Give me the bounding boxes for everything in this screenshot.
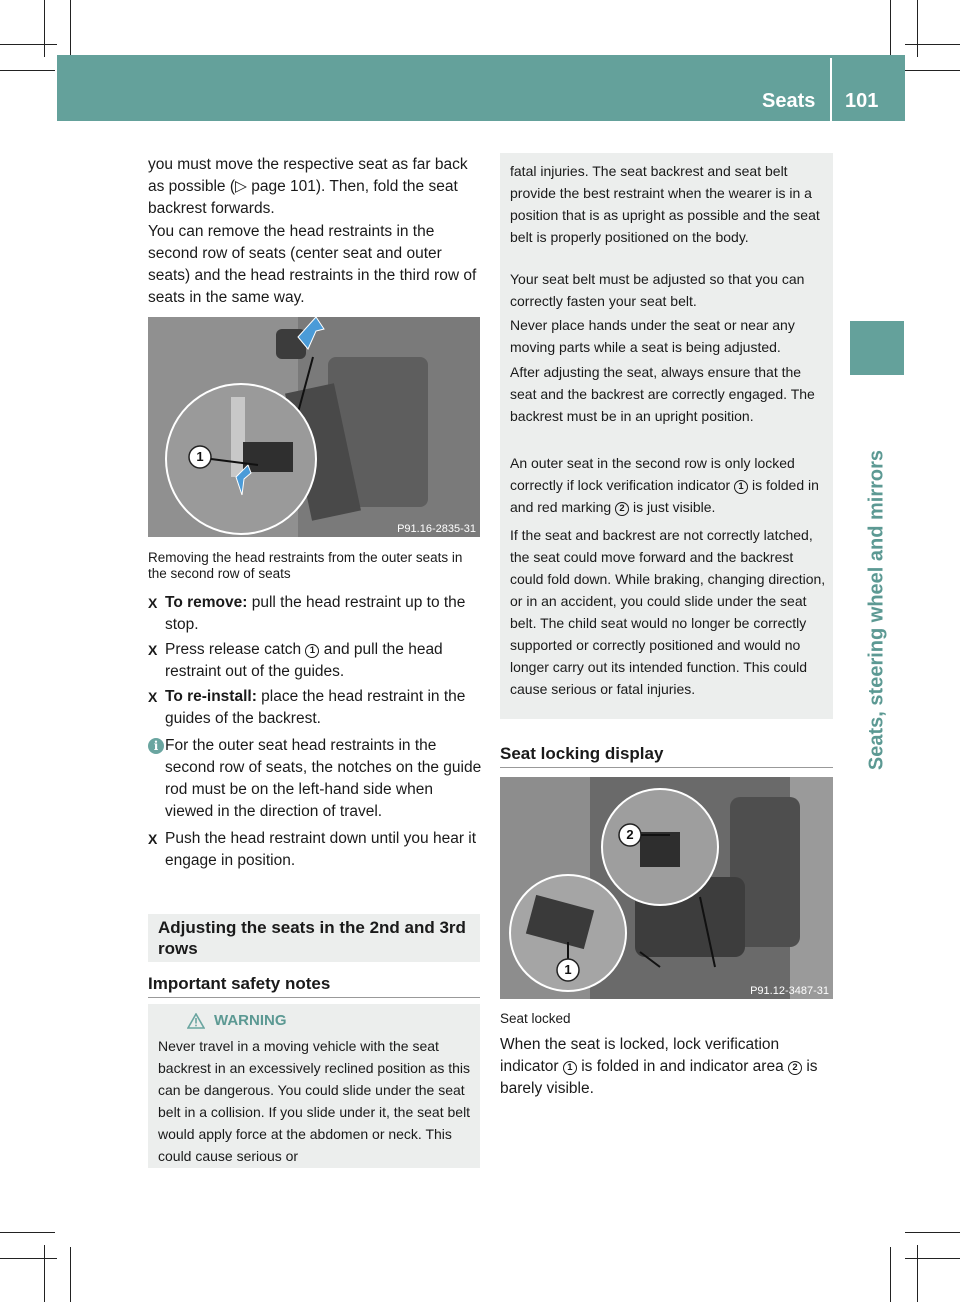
box-paragraph-2: Your seat belt must be adjusted so that you can correctly fasten your seat belt.: [510, 271, 805, 309]
crop-mark: [70, 1247, 71, 1302]
header-separator: [830, 58, 832, 121]
header-title: Seats: [762, 90, 816, 112]
step-remove: [148, 592, 483, 636]
head-restraint-photo: [148, 317, 480, 537]
crop-mark: [0, 70, 55, 71]
seat-locking-illustration: [500, 777, 833, 999]
crop-mark: [0, 1258, 57, 1259]
figure2-caption: Seat locked: [500, 1011, 571, 1026]
box-paragraph-1: fatal injuries. The seat backrest and seat belt provide the best restraint when the wearer is in a position that is as upright as possible and the seat belt is properly positioned on the body.: [510, 163, 820, 245]
marker-2-icon: 2: [788, 1061, 802, 1075]
warning-text: Never travel in a moving vehicle with the seat backrest in an excessively reclined position as this can be dangerous. You could slide under the seat belt in a collision. If you slide under it, the seat belt would apply force at the abdomen or neck. This could cause serious or: [158, 1038, 471, 1164]
step-marker-icon: X: [148, 642, 158, 658]
heading-rule: [500, 767, 833, 768]
seat-locking-photo: [500, 777, 833, 999]
section-heading: Adjusting the seats in the 2nd and 3rd rows: [158, 918, 466, 958]
crop-mark: [917, 0, 918, 57]
crop-mark: [0, 1232, 55, 1233]
page-number: 101: [845, 90, 879, 112]
intro-paragraph-1: you must move the respective seat as far back as possible (▷ page 101). Then, fold the seat backrest forwards.: [148, 156, 468, 217]
box-paragraph-6: If the seat and backrest are not correctly latched, the seat could move forward and the backrest could fold down. While braking, changing direction, or in an accident, you could slide under the seat belt. The child seat would no longer be correctly supported or correctly positioned and would no longer carry out its intended function. This could cause serious or fatal injuries.: [510, 527, 826, 697]
crop-mark: [917, 1245, 918, 1302]
callout-2: 2: [626, 827, 634, 842]
step-bold-label: To remove:: [165, 594, 248, 611]
figure-code: P91.16-2835-31: [397, 523, 476, 535]
crop-mark: [70, 0, 71, 55]
info-note: i For the outer seat head restraints in the second row of seats, the notches on the guide rod must be on the left-hand side when viewed in the direction of travel.: [148, 735, 483, 823]
step-marker-icon: X: [148, 689, 158, 705]
box-paragraph-5: An outer seat in the second row is only locked correctly if lock verification indicator 1 is folded in and red marking 2 is just visible.: [510, 455, 819, 515]
step-push-down: X Push the head restraint down until you hear it engage in position.: [148, 830, 477, 869]
crop-mark: [44, 0, 45, 57]
figure1-caption: Removing the head restraints from the outer seats in the second row of seats: [148, 550, 463, 581]
step-reinstall: X To re-install: place the head restraint in the guides of the backrest.: [148, 688, 466, 727]
crop-mark: [890, 1247, 891, 1302]
marker-1-icon: 1: [734, 480, 748, 494]
crop-mark: [890, 0, 891, 55]
warning-triangle-icon: [187, 1013, 205, 1029]
crop-mark: [905, 1258, 960, 1259]
locking-paragraph: When the seat is locked, lock verification indicator 1 is folded in and indicator area 2 is barely visible.: [500, 1036, 818, 1097]
chapter-tab-marker: [850, 321, 904, 375]
step-marker-icon: X: [148, 595, 158, 611]
crop-mark: [905, 44, 960, 45]
callout-1: 1: [196, 449, 204, 464]
box-paragraph-4: After adjusting the seat, always ensure that the seat and the backrest are correctly engaged. The backrest must be in an upright position.: [510, 364, 815, 424]
intro-paragraph-2: You can remove the head restraints in the second row of seats (center seat and outer seats) and the head restraints in the third row of seats in the same way.: [148, 223, 477, 306]
step-release-catch: X Press release catch 1 and pull the head restraint out of the guides.: [148, 641, 443, 680]
marker-1-icon: 1: [563, 1061, 577, 1075]
sub-heading-locking: Seat locking display: [500, 744, 664, 763]
crop-mark: [44, 1245, 45, 1302]
box-paragraph-3: Never place hands under the seat or near any moving parts while a seat is being adjusted.: [510, 317, 795, 355]
step-text: pull the head restraint up to the stop.: [165, 594, 466, 633]
step-marker-icon: X: [148, 831, 158, 847]
chapter-tab-label: Seats, steering wheel and mirrors: [865, 449, 888, 771]
head-restraint-illustration: [148, 317, 480, 537]
crop-mark: [0, 44, 57, 45]
crop-mark: [905, 1232, 960, 1233]
callout-1: 1: [564, 962, 572, 977]
marker-1-icon: 1: [305, 644, 319, 658]
figure-code: P91.12-3487-31: [750, 985, 829, 997]
warning-title: WARNING: [214, 1012, 287, 1029]
marker-2-icon: 2: [615, 502, 629, 516]
info-icon: i: [148, 738, 164, 754]
sub-heading-safety: Important safety notes: [148, 974, 331, 993]
crop-mark: [905, 70, 960, 71]
step-bold-label: To re-install:: [165, 688, 257, 705]
heading-rule: [148, 997, 480, 998]
